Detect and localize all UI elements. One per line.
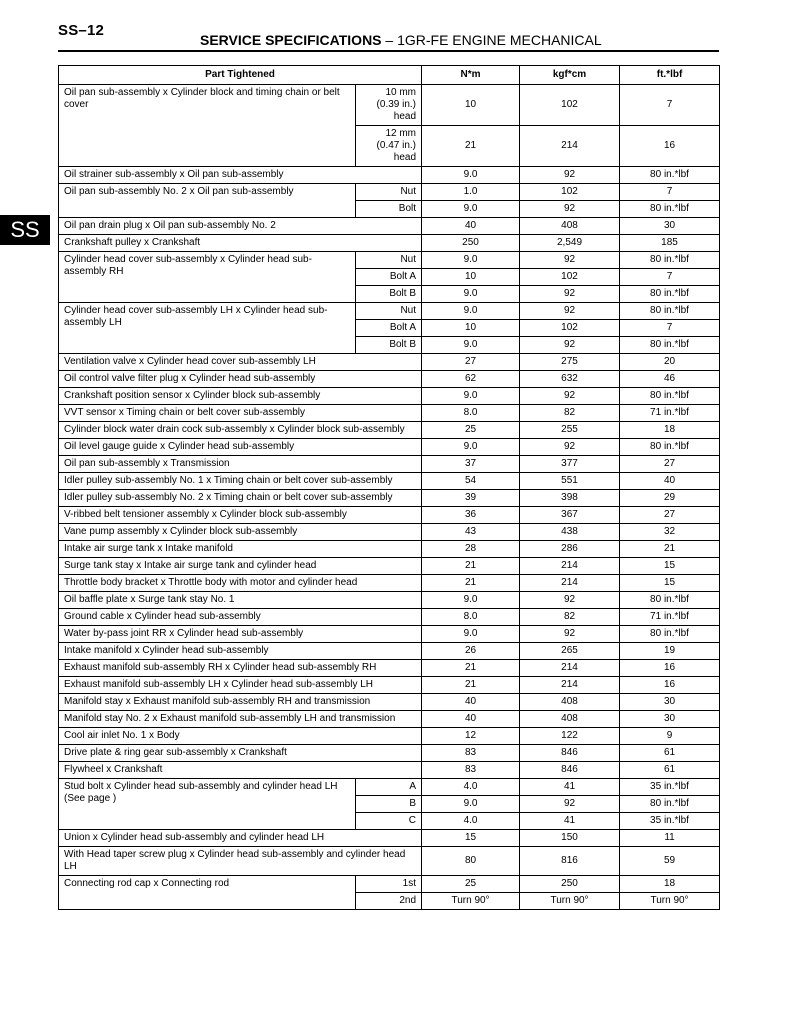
table-row (59, 405, 720, 422)
fastener-cell: 12 mm (0.47 in.) head (356, 126, 422, 167)
kgf-cell: 92 (520, 167, 620, 184)
ftlbf-cell: 29 (620, 490, 720, 507)
fastener-cell: Bolt B (356, 286, 422, 303)
nm-cell: 39 (422, 490, 520, 507)
ftlbf-cell: 11 (620, 830, 720, 847)
part-cell: With Head taper screw plug x Cylinder head sub-assembly and cylinder head LH (59, 847, 422, 876)
table-row (59, 85, 720, 126)
kgf-cell: 92 (520, 796, 620, 813)
fastener-cell: Nut (356, 252, 422, 269)
table-row (59, 422, 720, 439)
ftlbf-cell: 30 (620, 694, 720, 711)
kgf-cell: 2,549 (520, 235, 620, 252)
table-row (59, 524, 720, 541)
ftlbf-cell: 59 (620, 847, 720, 876)
ftlbf-cell: 16 (620, 660, 720, 677)
nm-cell: 28 (422, 541, 520, 558)
kgf-cell: 102 (520, 269, 620, 286)
ftlbf-cell: 7 (620, 85, 720, 126)
nm-cell: 10 (422, 269, 520, 286)
table-header-row (59, 66, 720, 85)
part-cell: Oil strainer sub-assembly x Oil pan sub-assembly (59, 167, 422, 184)
col-header-kgf: kgf*cm (520, 66, 620, 85)
nm-cell: 40 (422, 711, 520, 728)
ftlbf-cell: 20 (620, 354, 720, 371)
part-cell: Oil baffle plate x Surge tank stay No. 1 (59, 592, 422, 609)
ftlbf-cell: Turn 90° (620, 893, 720, 910)
kgf-cell: 377 (520, 456, 620, 473)
table-row (59, 711, 720, 728)
kgf-cell: 214 (520, 660, 620, 677)
kgf-cell: 92 (520, 201, 620, 218)
ftlbf-cell: 15 (620, 558, 720, 575)
ftlbf-cell: 80 in.*lbf (620, 796, 720, 813)
fastener-cell: 1st (356, 876, 422, 893)
table-row (59, 575, 720, 592)
part-cell: Connecting rod cap x Connecting rod (59, 876, 356, 910)
part-cell: Manifold stay No. 2 x Exhaust manifold sub-assembly LH and transmission (59, 711, 422, 728)
nm-cell: 21 (422, 677, 520, 694)
ftlbf-cell: 80 in.*lbf (620, 626, 720, 643)
ftlbf-cell: 80 in.*lbf (620, 388, 720, 405)
ftlbf-cell: 16 (620, 677, 720, 694)
nm-cell: 4.0 (422, 813, 520, 830)
nm-cell: 9.0 (422, 337, 520, 354)
table-row (59, 439, 720, 456)
fastener-cell: 10 mm (0.39 in.) head (356, 85, 422, 126)
nm-cell: 9.0 (422, 252, 520, 269)
ftlbf-cell: 61 (620, 745, 720, 762)
ftlbf-cell: 18 (620, 876, 720, 893)
part-cell: Stud bolt x Cylinder head sub-assembly and cylinder head LH (See page ) (59, 779, 356, 830)
ftlbf-cell: 80 in.*lbf (620, 201, 720, 218)
fastener-cell: B (356, 796, 422, 813)
part-cell: Oil control valve filter plug x Cylinder head sub-assembly (59, 371, 422, 388)
fastener-cell: Bolt A (356, 269, 422, 286)
table-row (59, 218, 720, 235)
kgf-cell: 214 (520, 126, 620, 167)
part-cell: Intake air surge tank x Intake manifold (59, 541, 422, 558)
ftlbf-cell: 80 in.*lbf (620, 286, 720, 303)
nm-cell: 9.0 (422, 167, 520, 184)
section-tab: SS (0, 215, 50, 245)
ftlbf-cell: 80 in.*lbf (620, 303, 720, 320)
nm-cell: 9.0 (422, 286, 520, 303)
part-cell: Throttle body bracket x Throttle body with motor and cylinder head (59, 575, 422, 592)
part-cell: Intake manifold x Cylinder head sub-assembly (59, 643, 422, 660)
ftlbf-cell: 80 in.*lbf (620, 592, 720, 609)
table-row (59, 876, 720, 893)
table-row (59, 456, 720, 473)
nm-cell: 12 (422, 728, 520, 745)
kgf-cell: 92 (520, 626, 620, 643)
kgf-cell: 275 (520, 354, 620, 371)
nm-cell: 9.0 (422, 796, 520, 813)
part-cell: Drive plate & ring gear sub-assembly x Crankshaft (59, 745, 422, 762)
nm-cell: Turn 90° (422, 893, 520, 910)
table-row (59, 354, 720, 371)
section-subtitle: – 1GR-FE ENGINE MECHANICAL (381, 32, 602, 48)
ftlbf-cell: 27 (620, 456, 720, 473)
table-row (59, 779, 720, 796)
kgf-cell: 82 (520, 405, 620, 422)
ftlbf-cell: 61 (620, 762, 720, 779)
part-cell: Ventilation valve x Cylinder head cover sub-assembly LH (59, 354, 422, 371)
ftlbf-cell: 7 (620, 320, 720, 337)
fastener-cell: Nut (356, 184, 422, 201)
header-rule (58, 50, 719, 52)
ftlbf-cell: 9 (620, 728, 720, 745)
fastener-cell: A (356, 779, 422, 796)
fastener-cell: Bolt B (356, 337, 422, 354)
table-row (59, 677, 720, 694)
torque-spec-table (58, 65, 720, 910)
kgf-cell: 150 (520, 830, 620, 847)
ftlbf-cell: 71 in.*lbf (620, 405, 720, 422)
kgf-cell: 122 (520, 728, 620, 745)
fastener-cell: C (356, 813, 422, 830)
kgf-cell: 846 (520, 762, 620, 779)
table-row (59, 745, 720, 762)
table-row (59, 167, 720, 184)
nm-cell: 26 (422, 643, 520, 660)
kgf-cell: 92 (520, 286, 620, 303)
nm-cell: 21 (422, 126, 520, 167)
fastener-cell: Bolt (356, 201, 422, 218)
nm-cell: 83 (422, 762, 520, 779)
table-row (59, 728, 720, 745)
kgf-cell: 82 (520, 609, 620, 626)
nm-cell: 15 (422, 830, 520, 847)
nm-cell: 9.0 (422, 388, 520, 405)
ftlbf-cell: 18 (620, 422, 720, 439)
part-cell: Surge tank stay x Intake air surge tank and cylinder head (59, 558, 422, 575)
nm-cell: 40 (422, 218, 520, 235)
fastener-cell: Nut (356, 303, 422, 320)
kgf-cell: 632 (520, 371, 620, 388)
part-cell: V-ribbed belt tensioner assembly x Cylinder block sub-assembly (59, 507, 422, 524)
ftlbf-cell: 40 (620, 473, 720, 490)
part-cell: Oil pan sub-assembly x Transmission (59, 456, 422, 473)
ftlbf-cell: 35 in.*lbf (620, 813, 720, 830)
part-cell: Crankshaft position sensor x Cylinder block sub-assembly (59, 388, 422, 405)
ftlbf-cell: 30 (620, 711, 720, 728)
kgf-cell: 846 (520, 745, 620, 762)
kgf-cell: 92 (520, 388, 620, 405)
ftlbf-cell: 16 (620, 126, 720, 167)
nm-cell: 9.0 (422, 626, 520, 643)
kgf-cell: 816 (520, 847, 620, 876)
kgf-cell: 551 (520, 473, 620, 490)
table-row (59, 490, 720, 507)
nm-cell: 83 (422, 745, 520, 762)
part-cell: Water by-pass joint RR x Cylinder head sub-assembly (59, 626, 422, 643)
col-header-part: Part Tightened (59, 66, 422, 85)
table-row (59, 184, 720, 201)
kgf-cell: 41 (520, 779, 620, 796)
ftlbf-cell: 30 (620, 218, 720, 235)
ftlbf-cell: 80 in.*lbf (620, 167, 720, 184)
table-row (59, 507, 720, 524)
kgf-cell: 438 (520, 524, 620, 541)
nm-cell: 21 (422, 575, 520, 592)
ftlbf-cell: 27 (620, 507, 720, 524)
kgf-cell: 92 (520, 337, 620, 354)
part-cell: VVT sensor x Timing chain or belt cover sub-assembly (59, 405, 422, 422)
part-cell: Oil pan sub-assembly No. 2 x Oil pan sub-assembly (59, 184, 356, 218)
ftlbf-cell: 80 in.*lbf (620, 337, 720, 354)
table-row (59, 371, 720, 388)
nm-cell: 37 (422, 456, 520, 473)
kgf-cell: 92 (520, 439, 620, 456)
table-row (59, 830, 720, 847)
nm-cell: 40 (422, 694, 520, 711)
part-cell: Oil pan drain plug x Oil pan sub-assembly No. 2 (59, 218, 422, 235)
nm-cell: 62 (422, 371, 520, 388)
nm-cell: 9.0 (422, 303, 520, 320)
nm-cell: 250 (422, 235, 520, 252)
kgf-cell: 214 (520, 677, 620, 694)
page-number: SS–12 (58, 22, 105, 39)
table-row (59, 388, 720, 405)
nm-cell: 8.0 (422, 405, 520, 422)
ftlbf-cell: 21 (620, 541, 720, 558)
table-row (59, 303, 720, 320)
kgf-cell: 265 (520, 643, 620, 660)
ftlbf-cell: 19 (620, 643, 720, 660)
table-row (59, 762, 720, 779)
kgf-cell: 102 (520, 85, 620, 126)
table-row (59, 235, 720, 252)
kgf-cell: 214 (520, 558, 620, 575)
ftlbf-cell: 32 (620, 524, 720, 541)
part-cell: Vane pump assembly x Cylinder block sub-assembly (59, 524, 422, 541)
kgf-cell: 408 (520, 218, 620, 235)
nm-cell: 1.0 (422, 184, 520, 201)
kgf-cell: 92 (520, 303, 620, 320)
kgf-cell: 255 (520, 422, 620, 439)
nm-cell: 43 (422, 524, 520, 541)
kgf-cell: 214 (520, 575, 620, 592)
kgf-cell: 408 (520, 711, 620, 728)
section-title: SERVICE SPECIFICATIONS (200, 32, 382, 48)
fastener-cell: Bolt A (356, 320, 422, 337)
nm-cell: 9.0 (422, 592, 520, 609)
kgf-cell: 102 (520, 320, 620, 337)
col-header-ft: ft.*lbf (620, 66, 720, 85)
table-row (59, 592, 720, 609)
ftlbf-cell: 80 in.*lbf (620, 252, 720, 269)
ftlbf-cell: 46 (620, 371, 720, 388)
part-cell: Idler pulley sub-assembly No. 1 x Timing chain or belt cover sub-assembly (59, 473, 422, 490)
kgf-cell: Turn 90° (520, 893, 620, 910)
nm-cell: 27 (422, 354, 520, 371)
part-cell: Oil level gauge guide x Cylinder head sub-assembly (59, 439, 422, 456)
table-row (59, 847, 720, 876)
col-header-nm: N*m (422, 66, 520, 85)
part-cell: Crankshaft pulley x Crankshaft (59, 235, 422, 252)
part-cell: Union x Cylinder head sub-assembly and cylinder head LH (59, 830, 422, 847)
ftlbf-cell: 185 (620, 235, 720, 252)
nm-cell: 80 (422, 847, 520, 876)
table-row (59, 252, 720, 269)
table-row (59, 541, 720, 558)
kgf-cell: 102 (520, 184, 620, 201)
kgf-cell: 408 (520, 694, 620, 711)
part-cell: Oil pan sub-assembly x Cylinder block and timing chain or belt cover (59, 85, 356, 167)
nm-cell: 25 (422, 422, 520, 439)
nm-cell: 25 (422, 876, 520, 893)
table-row (59, 643, 720, 660)
ftlbf-cell: 15 (620, 575, 720, 592)
kgf-cell: 250 (520, 876, 620, 893)
table-row (59, 626, 720, 643)
kgf-cell: 286 (520, 541, 620, 558)
nm-cell: 10 (422, 320, 520, 337)
nm-cell: 10 (422, 85, 520, 126)
nm-cell: 9.0 (422, 439, 520, 456)
nm-cell: 21 (422, 558, 520, 575)
page-title (200, 32, 602, 48)
ftlbf-cell: 80 in.*lbf (620, 439, 720, 456)
table-row (59, 558, 720, 575)
table-row (59, 473, 720, 490)
table-row (59, 660, 720, 677)
kgf-cell: 92 (520, 592, 620, 609)
kgf-cell: 92 (520, 252, 620, 269)
nm-cell: 21 (422, 660, 520, 677)
kgf-cell: 41 (520, 813, 620, 830)
kgf-cell: 398 (520, 490, 620, 507)
part-cell: Exhaust manifold sub-assembly LH x Cylinder head sub-assembly LH (59, 677, 422, 694)
part-cell: Cylinder head cover sub-assembly LH x Cylinder head sub-assembly LH (59, 303, 356, 354)
table-row (59, 694, 720, 711)
part-cell: Ground cable x Cylinder head sub-assembly (59, 609, 422, 626)
ftlbf-cell: 7 (620, 269, 720, 286)
table-row (59, 609, 720, 626)
nm-cell: 9.0 (422, 201, 520, 218)
part-cell: Idler pulley sub-assembly No. 2 x Timing chain or belt cover sub-assembly (59, 490, 422, 507)
part-cell: Cylinder head cover sub-assembly x Cylinder head sub-assembly RH (59, 252, 356, 303)
part-cell: Cool air inlet No. 1 x Body (59, 728, 422, 745)
ftlbf-cell: 71 in.*lbf (620, 609, 720, 626)
fastener-cell: 2nd (356, 893, 422, 910)
nm-cell: 54 (422, 473, 520, 490)
ftlbf-cell: 7 (620, 184, 720, 201)
nm-cell: 4.0 (422, 779, 520, 796)
part-cell: Flywheel x Crankshaft (59, 762, 422, 779)
nm-cell: 8.0 (422, 609, 520, 626)
nm-cell: 36 (422, 507, 520, 524)
part-cell: Cylinder block water drain cock sub-assembly x Cylinder block sub-assembly (59, 422, 422, 439)
part-cell: Exhaust manifold sub-assembly RH x Cylinder head sub-assembly RH (59, 660, 422, 677)
ftlbf-cell: 35 in.*lbf (620, 779, 720, 796)
part-cell: Manifold stay x Exhaust manifold sub-assembly RH and transmission (59, 694, 422, 711)
kgf-cell: 367 (520, 507, 620, 524)
